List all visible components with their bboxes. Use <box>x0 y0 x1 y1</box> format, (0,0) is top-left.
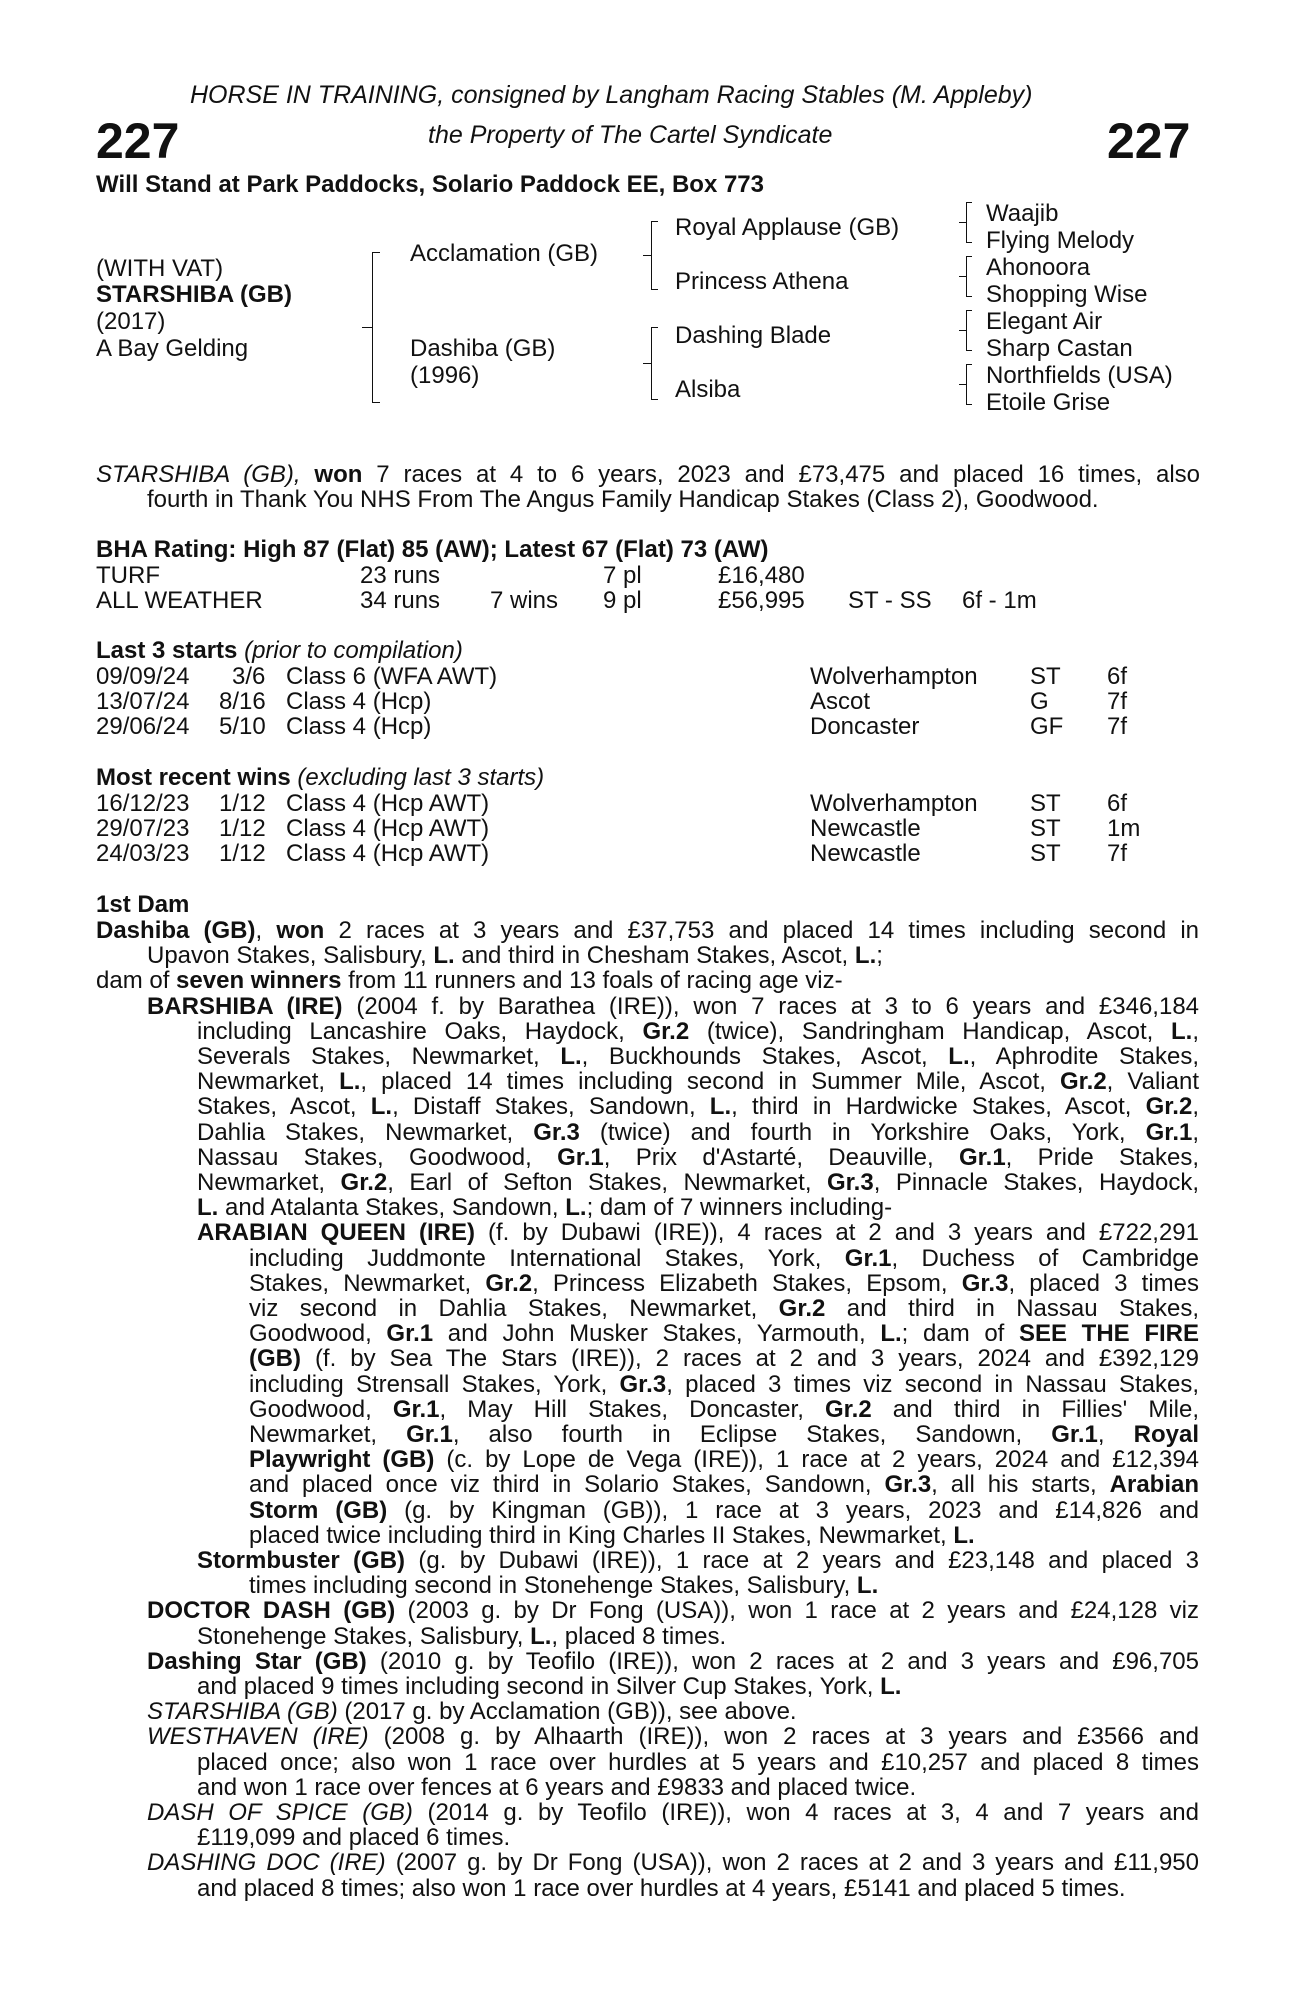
dam-record-line: including Juddmonte International Stakes, York, Gr.1, Duchess of Cambridge <box>249 1245 1199 1271</box>
dam-record-line: Goodwood, Gr.1, May Hill Stakes, Doncaster, Gr.2 and third in Fillies' Mile, <box>249 1396 1199 1422</box>
rating-surface: ALL WEATHER <box>96 587 263 614</box>
pedigree-brace-1 <box>372 253 373 403</box>
summary-horse-name: STARSHIBA (GB), <box>96 461 301 488</box>
consignment-line: HORSE IN TRAINING, consigned by Langham Racing Stables (M. Appleby) <box>190 81 1033 109</box>
dam-record-line: Newmarket, Gr.2, Earl of Sefton Stakes, Newmarket, Gr.3, Pinnacle Stakes, Haydock, <box>197 1170 1199 1195</box>
dss: Elegant Air <box>986 308 1103 335</box>
dam-record-line: dam of seven winners from 11 runners and 13 foals of racing age viz- <box>96 967 843 995</box>
recent-dist: 7f <box>1107 840 1128 867</box>
dam-record-line: BARSHIBA (IRE) (2004 f. by Barathea (IRE)), won 7 races at 3 to 6 years and £346,184 <box>147 993 1199 1019</box>
dam-record-line: and placed 9 times including second in Silver Cup Stakes, York, L. <box>197 1673 902 1700</box>
dam-record-line: Newmarket, L., placed 14 times including second in Summer Mile, Ascot, Gr.2, Valiant <box>197 1069 1199 1095</box>
dam-record-line: Upavon Stakes, Salisbury, L. and third in Chesham Stakes, Ascot, L.; <box>147 942 883 970</box>
dam-record-line: DASH OF SPICE (GB) (2014 g. by Teofilo (IRE)), won 4 races at 3, 4 and 7 years and <box>147 1800 1199 1825</box>
summary-line-2: fourth in Thank You NHS From The Angus Family Handicap Stakes (Class 2), Goodwood. <box>147 486 1099 513</box>
recent-heading: Most recent wins <box>96 764 291 791</box>
dam-dam: Alsiba <box>675 376 741 403</box>
dam-heading: 1st Dam <box>96 891 190 918</box>
dam-record-line: DASHING DOC (IRE) (2007 g. by Dr Fong (USA)), won 2 races at 2 and 3 years and £11,950 <box>147 1850 1199 1876</box>
dam-record-line: STARSHIBA (GB) (2017 g. by Acclamation (GB)), see above. <box>147 1698 797 1726</box>
last3-pos: 8/16 <box>219 688 266 715</box>
dam-record-line: Storm (GB) (g. by Kingman (GB)), 1 race at 3 years, 2023 and £14,826 and <box>249 1497 1199 1523</box>
dam-record-line: times including second in Stonehenge Stakes, Salisbury, L. <box>249 1572 879 1600</box>
dam-record-line: Newmarket, Gr.1, also fourth in Eclipse Stakes, Sandown, Gr.1, Royal <box>249 1422 1199 1447</box>
last3-heading-line <box>96 638 463 663</box>
dam-record-line: and placed 8 times; also won 1 race over hurdles at 4 years, £5141 and placed 5 times. <box>197 1874 1126 1902</box>
sds: Ahonoora <box>986 254 1091 281</box>
last3-pos: 3/6 <box>232 663 266 690</box>
recent-heading-line <box>96 765 544 790</box>
dam-record-line: ARABIAN QUEEN (IRE) (f. by Dubawi (IRE)), 4 races at 2 and 3 years and £722,291 <box>197 1220 1199 1246</box>
last3-pos: 5/10 <box>219 713 266 740</box>
horse-description: A Bay Gelding <box>96 335 249 362</box>
last3-course: Ascot <box>810 688 871 715</box>
pedigree-brace-2a <box>651 222 652 290</box>
rating-going: ST - SS <box>848 587 932 614</box>
dam-record-line: and won 1 race over fences at 6 years and £9833 and placed twice. <box>197 1773 917 1801</box>
dam-record-line: viz second in Dahlia Stakes, Newmarket, Gr.2 and third in Nassau Stakes, <box>249 1296 1199 1321</box>
summary-won: won <box>314 461 363 488</box>
recent-race: Class 4 (Hcp AWT) <box>286 790 490 817</box>
recent-pos: 1/12 <box>219 815 266 842</box>
recent-dist: 6f <box>1107 790 1128 817</box>
sdd: Shopping Wise <box>986 281 1148 308</box>
last3-going: GF <box>1030 713 1064 740</box>
property-line: the Property of The Cartel Syndicate <box>428 121 833 149</box>
last3-date: 13/07/24 <box>96 688 190 715</box>
recent-note: (excluding last 3 starts) <box>297 764 545 791</box>
rating-wins: 7 wins <box>490 587 559 614</box>
rating-prize: £56,995 <box>718 587 805 614</box>
dam-sire: Dashing Blade <box>675 322 832 349</box>
recent-race: Class 4 (Hcp AWT) <box>286 840 490 867</box>
dam-year: (1996) <box>410 362 480 389</box>
last3-race: Class 6 (WFA AWT) <box>286 663 498 690</box>
recent-going: ST <box>1030 840 1061 867</box>
rating-prize: £16,480 <box>718 562 805 589</box>
rating-runs: 23 runs <box>360 562 441 589</box>
recent-date: 16/12/23 <box>96 790 190 817</box>
dam-record-line: Dashiba (GB), won 2 races at 3 years and £37,753 and placed 14 times including second in <box>96 918 1199 943</box>
last3-dist: 7f <box>1107 713 1128 740</box>
last3-course: Doncaster <box>810 713 920 740</box>
dam-record-line: Stonehenge Stakes, Salisbury, L., placed 8 times. <box>197 1622 727 1650</box>
lot-number-left: 227 <box>96 113 180 169</box>
last3-date: 09/09/24 <box>96 663 190 690</box>
dam-record-line: Nassau Stakes, Goodwood, Gr.1, Prix d'Astarté, Deauville, Gr.1, Pride Stakes, <box>197 1144 1199 1170</box>
rating-heading: BHA Rating: High 87 (Flat) 85 (AW); Latest 67 (Flat) 73 (AW) <box>96 536 769 563</box>
recent-course: Wolverhampton <box>810 790 978 817</box>
dam-record-line: Stakes, Ascot, L., Distaff Stakes, Sandown, L., third in Hardwicke Stakes, Ascot, Gr.2, <box>197 1094 1199 1120</box>
ssd: Flying Melody <box>986 227 1135 254</box>
location-line: Will Stand at Park Paddocks, Solario Paddock EE, Box 773 <box>96 171 765 198</box>
last3-going: ST <box>1030 663 1061 690</box>
last3-going: G <box>1030 688 1049 715</box>
dam-record-line: Severals Stakes, Newmarket, L., Buckhounds Stakes, Ascot, L., Aphrodite Stakes, <box>197 1044 1199 1069</box>
summary-line-1 <box>96 462 1200 487</box>
dam: Dashiba (GB) <box>410 335 556 362</box>
horse-name: STARSHIBA (GB) <box>96 281 292 308</box>
rating-dist: 6f - 1m <box>962 587 1037 614</box>
dam-record-line: including Strensall Stakes, York, Gr.3, placed 3 times viz second in Nassau Stakes, <box>249 1371 1199 1397</box>
rating-placed: 7 pl <box>603 562 642 589</box>
summary-text: 7 races at 4 to 6 years, 2023 and £73,475 and placed 16 times, also <box>376 461 1201 488</box>
rating-runs: 34 runs <box>360 587 441 614</box>
dsd: Sharp Castan <box>986 335 1133 362</box>
recent-going: ST <box>1030 790 1061 817</box>
ddd: Etoile Grise <box>986 389 1111 416</box>
dam-record-line: Dashing Star (GB) (2010 g. by Teofilo (IRE)), won 2 races at 2 and 3 years and £96,705 <box>147 1648 1199 1674</box>
recent-date: 24/03/23 <box>96 840 190 867</box>
rating-surface: TURF <box>96 562 160 589</box>
last3-note: (prior to compilation) <box>244 637 463 664</box>
dam-record-line: including Lancashire Oaks, Haydock, Gr.2 (twice), Sandringham Handicap, Ascot, L., <box>197 1018 1199 1044</box>
sire-sire: Royal Applause (GB) <box>675 214 900 241</box>
lot-number-right: 227 <box>1107 113 1191 169</box>
last3-dist: 6f <box>1107 663 1128 690</box>
recent-going: ST <box>1030 815 1061 842</box>
last3-date: 29/06/24 <box>96 713 190 740</box>
last3-course: Wolverhampton <box>810 663 978 690</box>
recent-race: Class 4 (Hcp AWT) <box>286 815 490 842</box>
sss: Waajib <box>986 200 1059 227</box>
dam-record-line: WESTHAVEN (IRE) (2008 g. by Alhaarth (IRE)), won 2 races at 3 years and £3566 and <box>147 1724 1199 1750</box>
horse-year: (2017) <box>96 308 166 335</box>
dam-record-line: Stakes, Newmarket, Gr.2, Princess Elizabeth Stakes, Epsom, Gr.3, placed 3 times <box>249 1270 1199 1296</box>
recent-pos: 1/12 <box>219 790 266 817</box>
dam-record-line: DOCTOR DASH (GB) (2003 g. by Dr Fong (USA)), won 1 race at 2 years and £24,128 viz <box>147 1598 1199 1624</box>
last3-dist: 7f <box>1107 688 1128 715</box>
dam-record-line: placed twice including third in King Charles II Stakes, Newmarket, L. <box>249 1521 975 1549</box>
recent-course: Newcastle <box>810 840 921 867</box>
last3-race: Class 4 (Hcp) <box>286 713 432 740</box>
dam-record-line: Dahlia Stakes, Newmarket, Gr.3 (twice) and fourth in Yorkshire Oaks, York, Gr.1, <box>197 1119 1199 1145</box>
last3-heading: Last 3 starts <box>96 637 238 664</box>
last3-race: Class 4 (Hcp) <box>286 688 432 715</box>
dam-record-line: (GB) (f. by Sea The Stars (IRE)), 2 races at 2 and 3 years, 2024 and £392,129 <box>249 1346 1199 1372</box>
recent-date: 29/07/23 <box>96 815 190 842</box>
rating-placed: 9 pl <box>603 587 642 614</box>
dam-record-line: Stormbuster (GB) (g. by Dubawi (IRE)), 1 race at 2 years and £23,148 and placed 3 <box>197 1548 1199 1573</box>
dam-record-line: Goodwood, Gr.1 and John Musker Stakes, Yarmouth, L.; dam of SEE THE FIRE <box>249 1321 1199 1347</box>
recent-dist: 1m <box>1107 815 1141 842</box>
dds: Northfields (USA) <box>986 362 1173 389</box>
dam-record-line: £119,099 and placed 6 times. <box>197 1824 511 1852</box>
dam-record-line: Playwright (GB) (c. by Lope de Vega (IRE)), 1 race at 2 years, 2024 and £12,394 <box>249 1447 1199 1473</box>
sire-dam: Princess Athena <box>675 268 849 295</box>
recent-course: Newcastle <box>810 815 921 842</box>
recent-pos: 1/12 <box>219 840 266 867</box>
dam-record-line: L. and Atalanta Stakes, Sandown, L.; dam of 7 winners including- <box>197 1194 893 1222</box>
vat-label: (WITH VAT) <box>96 255 224 282</box>
pedigree-brace-2b <box>651 328 652 400</box>
sire: Acclamation (GB) <box>410 240 599 267</box>
dam-record-line: placed once; also won 1 race over hurdles at 5 years and £10,257 and placed 8 times <box>197 1749 1199 1775</box>
dam-record-line: and placed once viz third in Solario Stakes, Sandown, Gr.3, all his starts, Arabian <box>249 1472 1199 1498</box>
